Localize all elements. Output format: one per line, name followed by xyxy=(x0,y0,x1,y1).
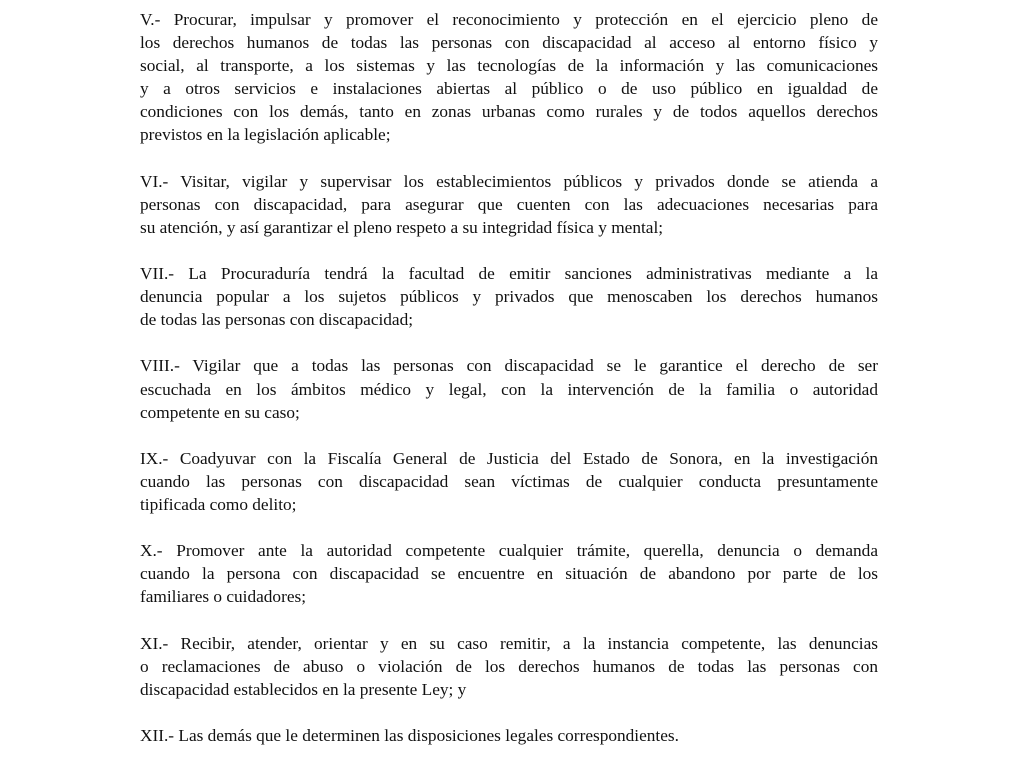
text-line: X.- Promover ante la autoridad competente cualquier trámite, querella, denuncia o demanda xyxy=(140,541,878,561)
paragraph-x xyxy=(140,539,878,608)
text-line: personas con discapacidad, para asegurar que cuenten con las adecuaciones necesarias para xyxy=(140,194,878,214)
text-line: y a otros servicios e instalaciones abiertas al público o de uso público en igualdad de xyxy=(140,79,878,99)
paragraph-xii xyxy=(140,724,878,747)
text-line: escuchada en los ámbitos médico y legal, con la intervención de la familia o autoridad xyxy=(140,379,878,399)
text-line: previstos en la legislación aplicable; xyxy=(140,125,391,145)
text-line: los derechos humanos de todas las personas con discapacidad al acceso al entorno físico y xyxy=(140,33,878,53)
text-line: de todas las personas con discapacidad; xyxy=(140,310,414,330)
text-line: denuncia popular a los sujetos públicos y privados que menoscaben los derechos humanos xyxy=(140,287,878,307)
paragraph-vii xyxy=(140,262,878,331)
text-line: XI.- Recibir, atender, orientar y en su caso remitir, a la instancia competente, las denuncias xyxy=(140,633,878,653)
text-line: XII.- Las demás que le determinen las disposiciones legales correspondientes. xyxy=(140,725,679,745)
paragraph-ix xyxy=(140,447,878,516)
text-line: V.- Procurar, impulsar y promover el reconocimiento y protección en el ejercicio pleno de xyxy=(140,10,878,29)
text-line: social, al transporte, a los sistemas y las tecnologías de la información y las comunicaciones xyxy=(140,56,878,76)
document-page xyxy=(140,8,878,770)
text-line: discapacidad establecidos en la presente Ley; y xyxy=(140,679,467,699)
text-line: VI.- Visitar, vigilar y supervisar los establecimientos públicos y privados donde se atienda a xyxy=(140,171,878,191)
text-line: familiares o cuidadores; xyxy=(140,587,307,607)
text-line: competente en su caso; xyxy=(140,402,300,422)
paragraph-xi xyxy=(140,632,878,701)
text-line: IX.- Coadyuvar con la Fiscalía General de Justicia del Estado de Sonora, en la investigación xyxy=(140,448,878,468)
text-line: condiciones con los demás, tanto en zonas urbanas como rurales y de todos aquellos derechos xyxy=(140,102,878,122)
paragraph-viii xyxy=(140,354,878,423)
text-line: VII.- La Procuraduría tendrá la facultad de emitir sanciones administrativas mediante a la xyxy=(140,264,878,284)
text-line: cuando la persona con discapacidad se encuentre en situación de abandono por parte de los xyxy=(140,564,878,584)
text-line: o reclamaciones de abuso o violación de los derechos humanos de todas las personas con xyxy=(140,656,878,676)
paragraph-vi xyxy=(140,170,878,239)
text-line: VIII.- Vigilar que a todas las personas con discapacidad se le garantice el derecho de ser xyxy=(140,356,878,376)
text-line: cuando las personas con discapacidad sean víctimas de cualquier conducta presuntamente xyxy=(140,471,878,491)
text-line: tipificada como delito; xyxy=(140,494,297,514)
text-line: su atención, y así garantizar el pleno respeto a su integridad física y mental; xyxy=(140,217,664,237)
paragraph-v xyxy=(140,8,878,147)
